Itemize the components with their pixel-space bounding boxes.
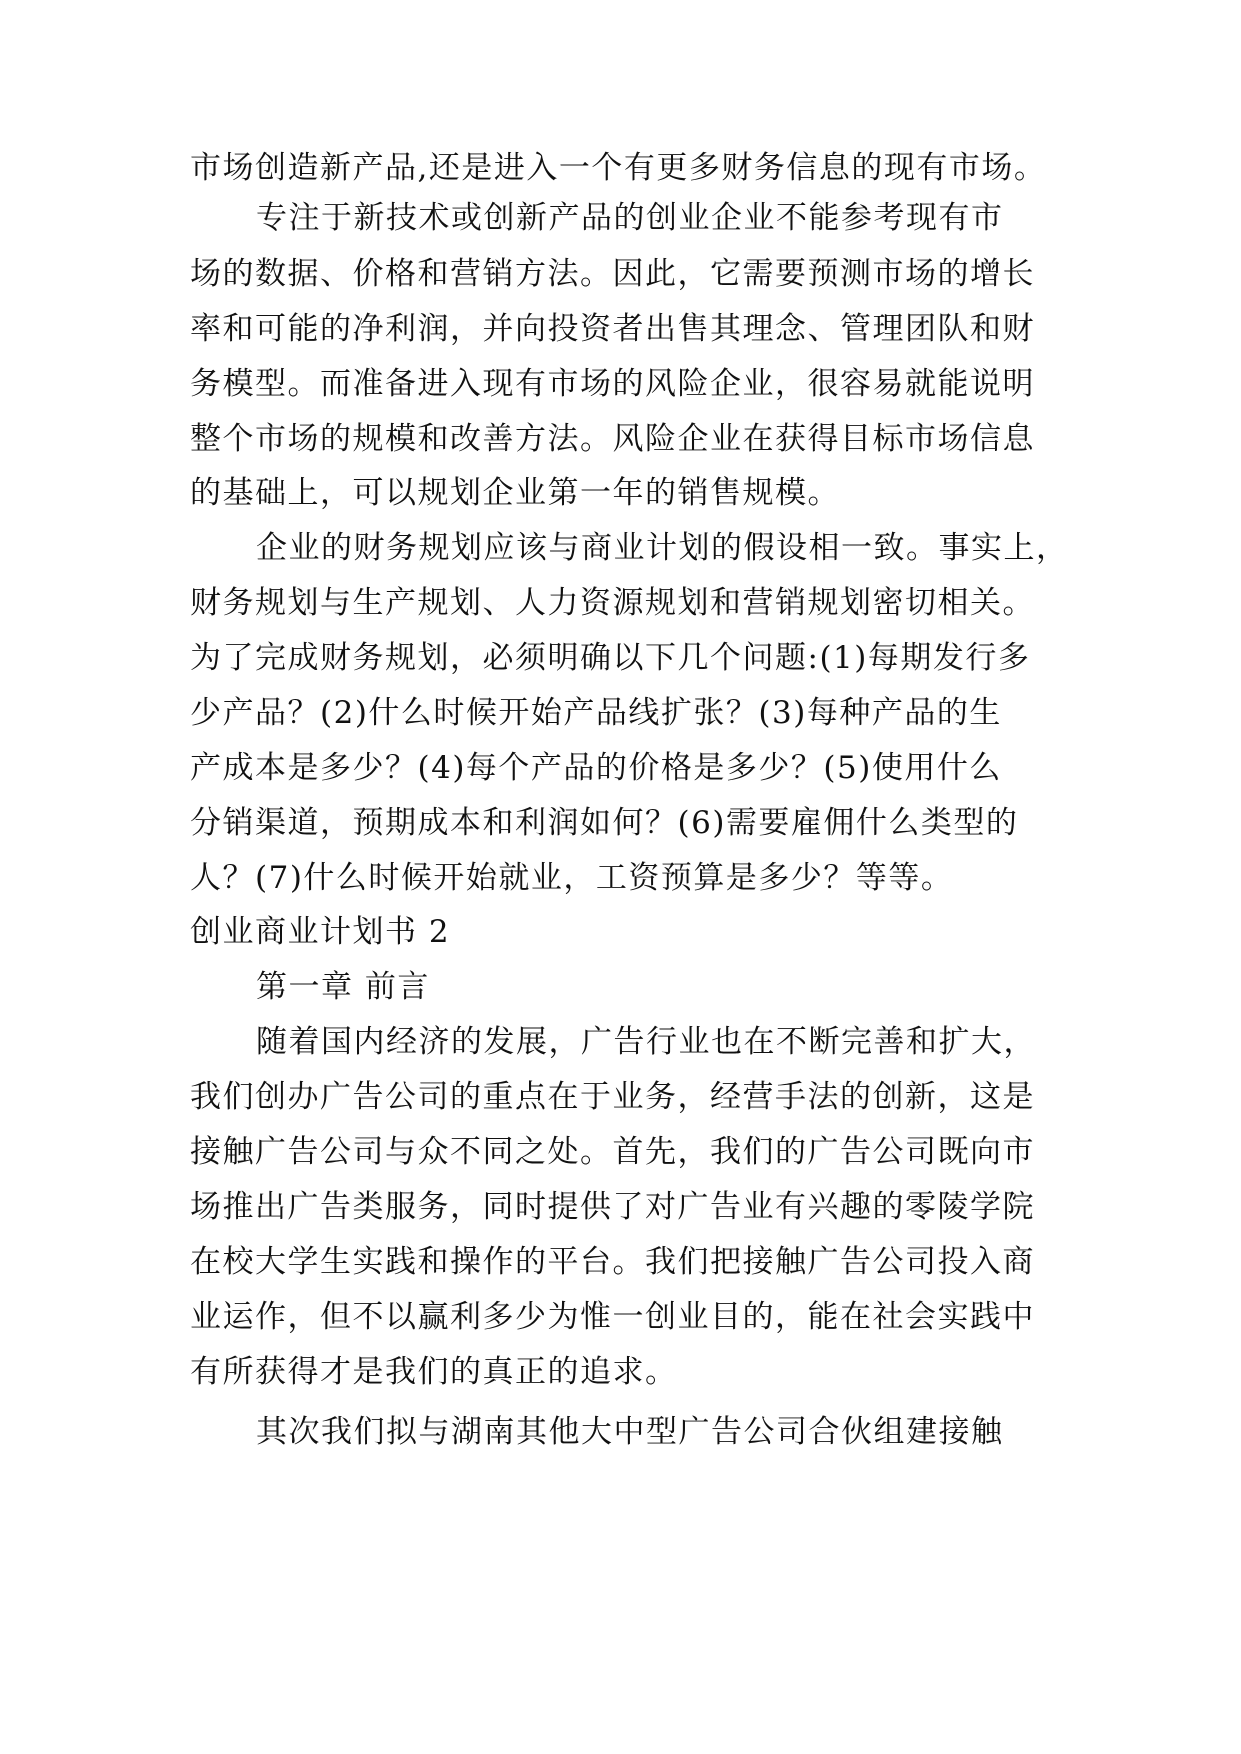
chapter-title: 第一章 前言 — [256, 969, 430, 1005]
paragraph-line: 为了完成财务规划，必须明确以下几个问题:(1)每期发行多 — [190, 640, 1031, 676]
paragraph-line: 财务规划与生产规划、人力资源规划和营销规划密切相关。 — [190, 585, 1035, 621]
paragraph-line: 务模型。而准备进入现有市场的风险企业，很容易就能说明 — [190, 366, 1035, 402]
paragraph-line: 场的数据、价格和营销方法。因此，它需要预测市场的增长 — [190, 256, 1035, 292]
paragraph-line: 的基础上，可以规划企业第一年的销售规模。 — [190, 475, 840, 511]
paragraph-line: 在校大学生实践和操作的平台。我们把接触广告公司投入商 — [190, 1244, 1035, 1280]
paragraph-line: 产成本是多少？(4)每个产品的价格是多少？(5)使用什么 — [190, 750, 1002, 786]
paragraph-line: 率和可能的净利润，并向投资者出售其理念、管理团队和财 — [190, 311, 1035, 347]
paragraph-line: 场推出广告类服务，同时提供了对广告业有兴趣的零陵学院 — [190, 1189, 1035, 1225]
paragraph-line: 少产品？(2)什么时候开始产品线扩张？(3)每种产品的生 — [190, 695, 1002, 731]
paragraph-line: 专注于新技术或创新产品的创业企业不能参考现有市 — [256, 200, 1004, 236]
paragraph-line: 分销渠道，预期成本和利润如何？(6)需要雇佣什么类型的 — [190, 805, 1019, 841]
paragraph-line: 接触广告公司与众不同之处。首先，我们的广告公司既向市 — [190, 1134, 1035, 1170]
paragraph-line: 我们创办广告公司的重点在于业务，经营手法的创新，这是 — [190, 1079, 1035, 1115]
paragraph-line: 其次我们拟与湖南其他大中型广告公司合伙组建接触 — [256, 1414, 1004, 1450]
paragraph-line: 随着国内经济的发展，广告行业也在不断完善和扩大， — [256, 1024, 1036, 1060]
paragraph-line: 业运作，但不以赢利多少为惟一创业目的，能在社会实践中 — [190, 1299, 1035, 1335]
paragraph-line: 市场创造新产品,还是进入一个有更多财务信息的现有市场。 — [190, 150, 1047, 186]
paragraph-line: 有所获得才是我们的真正的追求。 — [190, 1354, 678, 1390]
paragraph-line: 整个市场的规模和改善方法。风险企业在获得目标市场信息 — [190, 421, 1035, 457]
paragraph-line: 人？(7)什么时候开始就业，工资预算是多少？等等。 — [190, 860, 954, 896]
section-heading: 创业商业计划书 2 — [190, 914, 451, 950]
paragraph-line: 企业的财务规划应该与商业计划的假设相一致。事实上， — [256, 530, 1069, 566]
